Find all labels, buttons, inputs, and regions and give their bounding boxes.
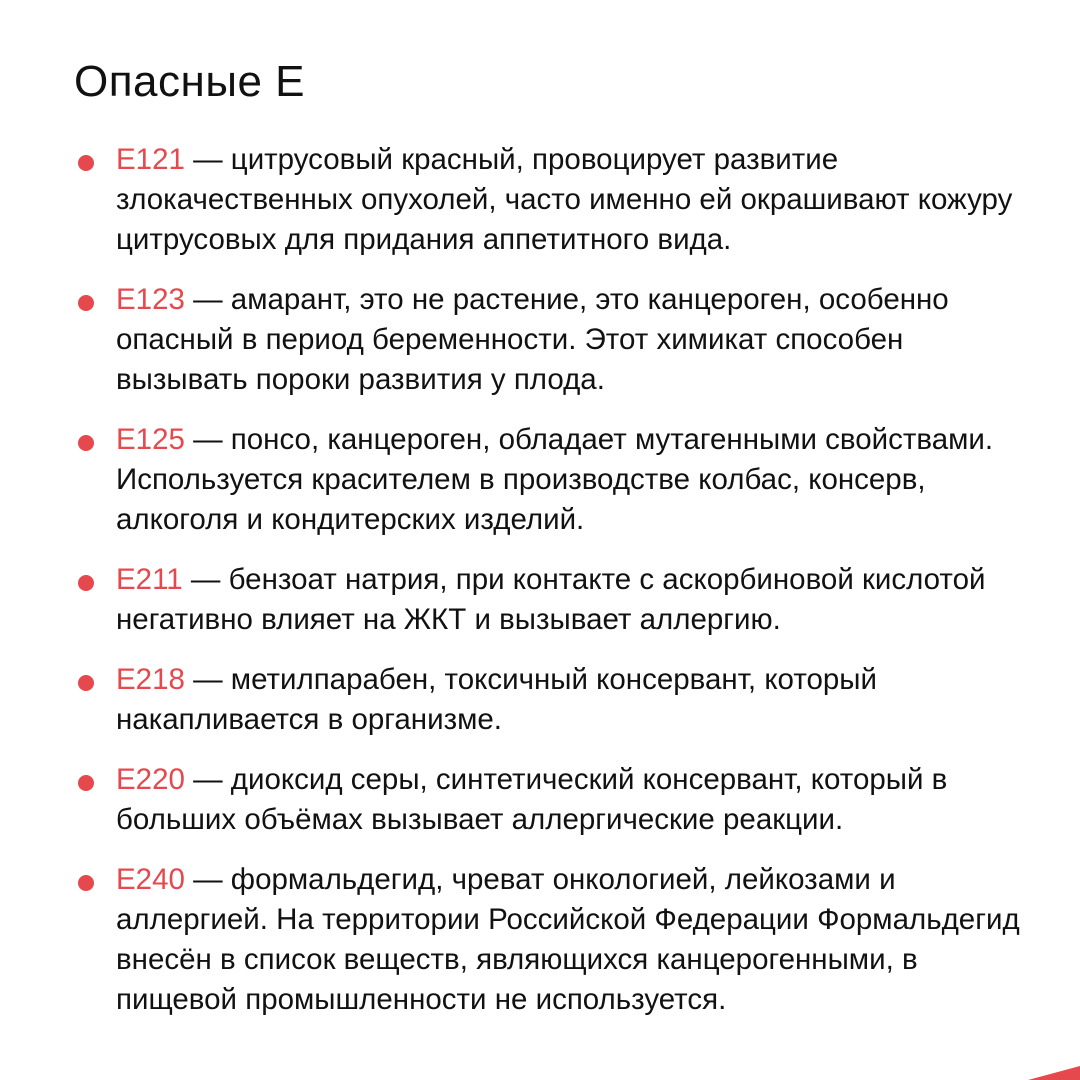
list-item — [74, 660, 1034, 740]
list-item — [74, 140, 1034, 260]
list-item — [74, 860, 1034, 1020]
additive-list — [74, 140, 1034, 1040]
bullet-dot-icon — [78, 575, 94, 591]
list-item — [74, 760, 1034, 840]
bullet-dot-icon — [78, 675, 94, 691]
additive-code: Е123 — [116, 283, 185, 316]
additive-code: Е121 — [116, 143, 185, 176]
bullet-dot-icon — [78, 875, 94, 891]
additive-description: — диоксид серы, синтетический консервант, который в больших объёмах вызывает аллергические реакции. — [116, 763, 948, 836]
bullet-dot-icon — [78, 295, 94, 311]
additive-description: — амарант, это не растение, это канцероген, особенно опасный в период беременности. Этот химикат способен вызывать пороки развития у плода. — [116, 283, 949, 396]
bullet-dot-icon — [78, 775, 94, 791]
page-title: Опасные Е — [74, 57, 305, 106]
additive-description: — понсо, канцероген, обладает мутагенными свойствами. Используется красителем в производстве колбас, консерв, алкоголя и кондитерских изделий. — [116, 423, 994, 536]
bullet-dot-icon — [78, 155, 94, 171]
additive-description: — бензоат натрия, при контакте с аскорбиновой кислотой негативно влияет на ЖКТ и вызывает аллергию. — [116, 563, 986, 636]
list-item — [74, 420, 1034, 540]
additive-code: Е125 — [116, 423, 185, 456]
bullet-dot-icon — [78, 435, 94, 451]
additive-code: Е240 — [116, 863, 185, 896]
list-item — [74, 560, 1034, 640]
corner-accent-shape — [1028, 1066, 1080, 1080]
additive-code: Е218 — [116, 663, 185, 696]
additive-description: — метилпарабен, токсичный консервант, который накапливается в организме. — [116, 663, 877, 736]
additive-description: — цитрусовый красный, провоцирует развитие злокачественных опухолей, часто именно ей окрашивают кожуру цитрусовых для придания аппетитного вида. — [116, 143, 1013, 256]
additive-description: — формальдегид, чреват онкологией, лейкозами и аллергией. На территории Российской Федерации Формальдегид внесён в список веществ, являющихся канцерогенными, в пищевой промышленности не используется. — [116, 863, 1020, 1016]
list-item — [74, 280, 1034, 400]
additive-code: Е220 — [116, 763, 185, 796]
additive-code: Е211 — [116, 563, 183, 596]
